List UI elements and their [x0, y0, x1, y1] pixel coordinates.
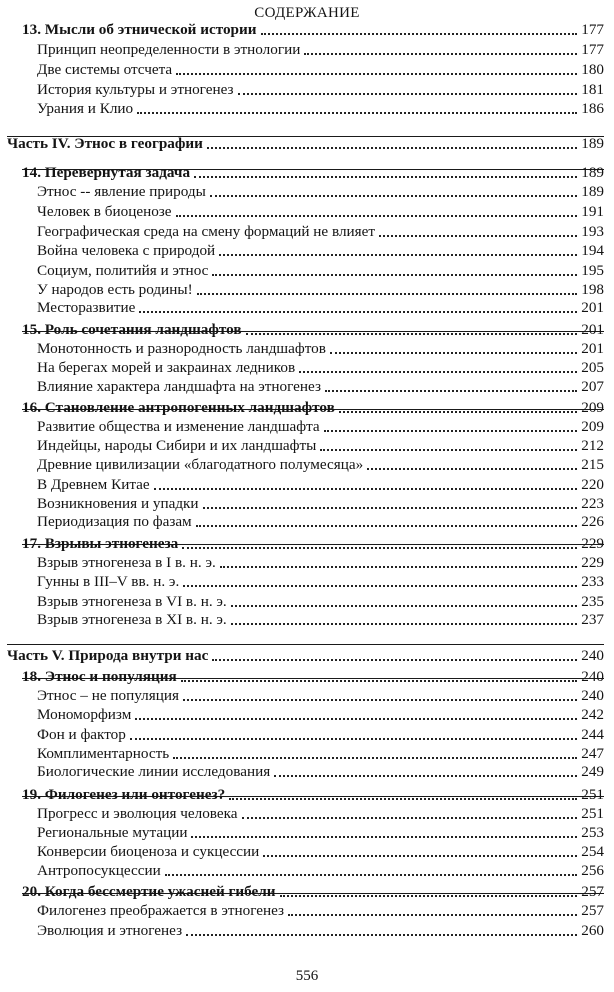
toc-entry-title: Война человека с природой — [37, 242, 216, 259]
toc-entry-page: 251 — [581, 805, 604, 822]
dot-leader — [186, 934, 577, 936]
toc-entry-title: Прогресс и эволюция человека — [37, 805, 238, 822]
toc-entry[interactable] — [37, 901, 604, 920]
dot-leader — [231, 623, 577, 625]
toc-entry-page: 256 — [581, 862, 604, 879]
toc-entry-page: 209 — [581, 399, 604, 416]
toc-entry-page: 205 — [581, 359, 604, 376]
toc-entry-page: 191 — [581, 203, 604, 220]
page-number: 556 — [295, 968, 319, 984]
toc-entry[interactable] — [37, 455, 604, 474]
toc-entry[interactable] — [37, 823, 604, 842]
toc-entry-page: 220 — [581, 476, 604, 493]
toc-entry[interactable] — [37, 202, 604, 221]
dot-leader — [165, 874, 578, 876]
toc-entry-page: 207 — [581, 378, 604, 395]
dot-leader — [330, 352, 577, 354]
dot-leader — [229, 798, 577, 800]
toc-entry-page: 233 — [581, 573, 604, 590]
toc-heading[interactable] — [22, 785, 604, 804]
toc-entry-page: 189 — [581, 183, 604, 200]
dot-leader — [182, 547, 577, 549]
toc-entry[interactable] — [37, 512, 604, 531]
toc-entry-title: Антропосукцессии — [37, 862, 161, 879]
dot-leader — [219, 254, 577, 256]
dot-leader — [135, 718, 577, 720]
toc-entry-title: Развитие общества и изменение ландшафта — [37, 418, 320, 435]
toc-entry-title: Монотонность и разнородность ландшафтов — [37, 340, 326, 357]
dot-leader — [176, 215, 578, 217]
toc-entry-page: 180 — [581, 61, 604, 78]
toc-heading[interactable] — [22, 667, 604, 686]
dot-leader — [274, 775, 577, 777]
toc-entry-title: Региональные мутации — [37, 824, 188, 841]
toc-entry-page: 229 — [581, 554, 604, 571]
toc-entry[interactable] — [37, 339, 604, 358]
toc-heading[interactable] — [22, 882, 604, 901]
toc-entry-page: 194 — [581, 242, 604, 259]
toc-entry-title: Фон и фактор — [37, 726, 126, 743]
toc-heading[interactable] — [22, 20, 604, 39]
toc-entry-title: Часть IV. Этнос в географии — [7, 135, 203, 152]
toc-entry-title: Социум, политийя и этнос — [37, 262, 209, 279]
toc-entry[interactable] — [37, 436, 604, 455]
toc-entry-page: 215 — [581, 456, 604, 473]
toc-entry-page: 251 — [581, 786, 604, 803]
dot-leader — [139, 311, 577, 313]
toc-entry[interactable] — [37, 592, 604, 611]
toc-entry-title: На берегах морей и закраинах ледников — [37, 359, 296, 376]
toc-entry[interactable] — [37, 241, 604, 260]
toc-entry[interactable] — [37, 686, 604, 705]
toc-entry-title: 16. Становление антропогенных ландшафтов — [22, 399, 335, 416]
toc-entry[interactable] — [37, 610, 604, 629]
toc-entry-page: 189 — [581, 164, 604, 181]
toc-entry[interactable] — [37, 358, 604, 377]
toc-entry[interactable] — [37, 40, 604, 59]
dot-leader — [261, 33, 578, 35]
dot-leader — [183, 585, 577, 587]
toc-entry-page: 237 — [581, 611, 604, 628]
toc-entry-page: 254 — [581, 843, 604, 860]
toc-entry-title: Месторазвитие — [37, 299, 136, 316]
dot-leader — [154, 488, 578, 490]
toc-heading[interactable] — [22, 163, 604, 182]
toc-entry[interactable] — [37, 475, 604, 494]
dot-leader — [197, 293, 578, 295]
toc-entry-title: В Древнем Китае — [37, 476, 150, 493]
toc-entry[interactable] — [37, 861, 604, 880]
toc-entry-title: 17. Взрывы этногенеза — [22, 535, 179, 552]
toc-entry-page: 201 — [581, 321, 604, 338]
toc-entry-title: Периодизация по фазам — [37, 513, 192, 530]
toc-entry-title: Часть V. Природа внутри нас — [7, 647, 209, 664]
toc-entry-page: 242 — [581, 706, 604, 723]
toc-entry-title: Этнос – не популяция — [37, 687, 179, 704]
toc-entry-page: 253 — [581, 824, 604, 841]
dot-leader — [325, 390, 577, 392]
toc-entry-page: 201 — [581, 299, 604, 316]
dot-leader — [280, 895, 578, 897]
toc-entry[interactable] — [37, 80, 604, 99]
toc-entry-page: 223 — [581, 495, 604, 512]
toc-entry-page: 235 — [581, 593, 604, 610]
dot-leader — [379, 235, 577, 237]
toc-entry[interactable] — [37, 572, 604, 591]
toc-entry[interactable] — [37, 182, 604, 201]
toc-entry-title: Биологические линии исследования — [37, 763, 271, 780]
dot-leader — [183, 699, 577, 701]
dot-leader — [196, 525, 578, 527]
toc-entry-title: История культуры и этногенез — [37, 81, 234, 98]
toc-heading[interactable] — [7, 134, 604, 153]
toc-entry-page: 240 — [581, 687, 604, 704]
toc-entry-page: 229 — [581, 535, 604, 552]
toc-entry-title: Влияние характера ландшафта на этногенез — [37, 378, 321, 395]
dot-leader — [203, 507, 578, 509]
toc-entry[interactable] — [37, 494, 604, 513]
toc-entry[interactable] — [37, 762, 604, 781]
toc-entry-title: 19. Филогенез или онтогенез? — [22, 786, 226, 803]
toc-heading[interactable] — [7, 646, 604, 665]
dot-leader — [220, 566, 577, 568]
toc-entry-page: 244 — [581, 726, 604, 743]
dot-leader — [207, 147, 577, 149]
toc-entry-page: 247 — [581, 745, 604, 762]
dot-leader — [130, 738, 577, 740]
toc-entry-title: Человек в биоценозе — [37, 203, 172, 220]
toc-entry[interactable] — [37, 725, 604, 744]
running-header: СОДЕРЖАНИЕ — [254, 5, 360, 21]
toc-entry-title: 20. Когда бессмертие ужасней гибели — [22, 883, 276, 900]
toc-entry-title: Взрыв этногенеза в XI в. н. э. — [37, 611, 227, 628]
toc-entry-title: Взрыв этногенеза в I в. н. э. — [37, 554, 216, 571]
toc-entry-title: У народов есть родины! — [37, 281, 193, 298]
dot-leader — [324, 430, 578, 432]
toc-entry[interactable] — [37, 261, 604, 280]
toc-entry-page: 257 — [581, 883, 604, 900]
dot-leader — [246, 333, 578, 335]
dot-leader — [367, 468, 577, 470]
toc-entry-page: 212 — [581, 437, 604, 454]
toc-entry-title: Эволюция и этногенез — [37, 922, 183, 939]
toc-entry[interactable] — [37, 60, 604, 79]
toc-entry[interactable] — [37, 842, 604, 861]
toc-entry-title: Конверсии биоценоза и сукцессии — [37, 843, 260, 860]
dot-leader — [181, 680, 577, 682]
toc-entry-title: Взрыв этногенеза в VI в. н. э. — [37, 593, 227, 610]
toc-entry-title: 18. Этнос и популяция — [22, 668, 177, 685]
section-divider — [7, 644, 604, 645]
toc-entry-title: Мономорфизм — [37, 706, 132, 723]
toc-entry-page: 240 — [581, 668, 604, 685]
toc-entry[interactable] — [37, 417, 604, 436]
toc-entry-title: Принцип неопределенности в этнологии — [37, 41, 301, 58]
dot-leader — [242, 817, 578, 819]
toc-entry-title: Урания и Клио — [37, 100, 134, 117]
toc-entry-page: 249 — [581, 763, 604, 780]
toc-entry[interactable] — [37, 222, 604, 241]
dot-leader — [194, 176, 577, 178]
dot-leader — [231, 605, 577, 607]
toc-entry-page: 209 — [581, 418, 604, 435]
toc-entry[interactable] — [37, 553, 604, 572]
toc-entry-title: 14. Перевернутая задача — [22, 164, 191, 181]
toc-entry[interactable] — [37, 705, 604, 724]
dot-leader — [173, 757, 577, 759]
toc-entry-title: Географическая среда на смену формаций не влияет — [37, 223, 376, 240]
toc-entry[interactable] — [37, 280, 604, 299]
toc-heading[interactable] — [22, 534, 604, 553]
toc-entry-page: 177 — [581, 21, 604, 38]
dot-leader — [299, 371, 577, 373]
toc-entry[interactable] — [37, 744, 604, 763]
toc-entry-title: Индейцы, народы Сибири и их ландшафты — [37, 437, 317, 454]
toc-entry-page: 181 — [581, 81, 604, 98]
dot-leader — [238, 93, 578, 95]
dot-leader — [210, 195, 577, 197]
dot-leader — [176, 73, 577, 75]
toc-entry[interactable] — [37, 298, 604, 317]
toc-entry-title: 15. Роль сочетания ландшафтов — [22, 321, 242, 338]
dot-leader — [320, 449, 577, 451]
toc-entry[interactable] — [37, 377, 604, 396]
toc-entry-title: Две системы отсчета — [37, 61, 173, 78]
toc-entry-page: 240 — [581, 647, 604, 664]
toc-entry-title: Возникновения и упадки — [37, 495, 199, 512]
toc-heading[interactable] — [22, 398, 604, 417]
toc-entry-page: 189 — [581, 135, 604, 152]
toc-entry-page: 198 — [581, 281, 604, 298]
toc-heading[interactable] — [22, 320, 604, 339]
toc-entry-title: Древние цивилизации «благодатного полумесяца» — [37, 456, 364, 473]
dot-leader — [304, 53, 577, 55]
dot-leader — [212, 659, 577, 661]
toc-entry[interactable] — [37, 99, 604, 118]
toc-entry-page: 257 — [581, 902, 604, 919]
dot-leader — [137, 112, 577, 114]
toc-entry-page: 260 — [581, 922, 604, 939]
toc-entry-page: 226 — [581, 513, 604, 530]
toc-entry-title: Этнос -- явление природы — [37, 183, 206, 200]
dot-leader — [263, 855, 577, 857]
dot-leader — [288, 914, 577, 916]
dot-leader — [339, 411, 577, 413]
dot-leader — [212, 274, 577, 276]
toc-entry-title: Комплиментарность — [37, 745, 170, 762]
toc-entry-page: 177 — [581, 41, 604, 58]
toc-entry-title: Гунны в III–V вв. н. э. — [37, 573, 180, 590]
dot-leader — [191, 836, 577, 838]
toc-entry[interactable] — [37, 921, 604, 940]
toc-entry-page: 201 — [581, 340, 604, 357]
toc-entry-title: Филогенез преображается в этногенез — [37, 902, 285, 919]
toc-entry[interactable] — [37, 804, 604, 823]
toc-entry-page: 186 — [581, 100, 604, 117]
toc-entry-page: 195 — [581, 262, 604, 279]
toc-entry-title: 13. Мысли об этнической истории — [22, 21, 257, 38]
toc-entry-page: 193 — [581, 223, 604, 240]
